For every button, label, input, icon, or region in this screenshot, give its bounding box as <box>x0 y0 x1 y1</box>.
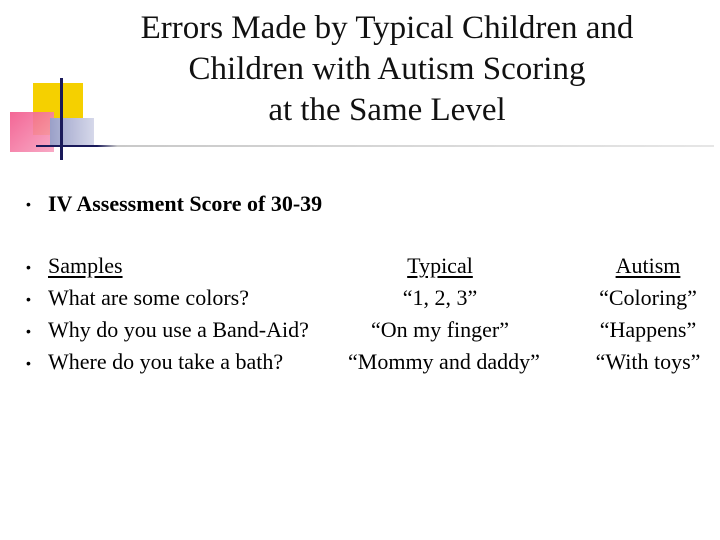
table-row <box>0 314 720 346</box>
typical-response: “Mommy and daddy” <box>348 349 540 374</box>
bullet-icon: • <box>26 259 31 275</box>
header-autism: Autism <box>615 253 681 278</box>
autism-response: “With toys” <box>595 349 701 374</box>
bullet-icon: • <box>26 196 31 212</box>
table-header-row <box>0 250 720 282</box>
header-typical: Typical <box>407 253 473 278</box>
header-samples: Samples <box>48 253 123 278</box>
autism-response: “Coloring” <box>599 285 697 310</box>
typical-response: “On my finger” <box>370 317 510 342</box>
assessment-heading: IV Assessment Score of 30-39 <box>48 191 323 216</box>
slide-title: Errors Made by Typical Children and Children with Autism Scoring at the Same Level <box>140 10 634 128</box>
table-row <box>0 282 720 314</box>
autism-response: “Happens” <box>599 317 697 342</box>
sample-question: Where do you take a bath? <box>48 349 284 374</box>
sample-question: What are some colors? <box>48 285 249 310</box>
bullet-icon: • <box>26 355 31 371</box>
bullet-icon: • <box>26 291 31 307</box>
typical-response: “1, 2, 3” <box>402 285 478 310</box>
sample-question: Why do you use a Band-Aid? <box>48 317 309 342</box>
table-row <box>0 346 720 378</box>
title-divider-line <box>36 145 714 147</box>
bullet-icon: • <box>26 323 31 339</box>
